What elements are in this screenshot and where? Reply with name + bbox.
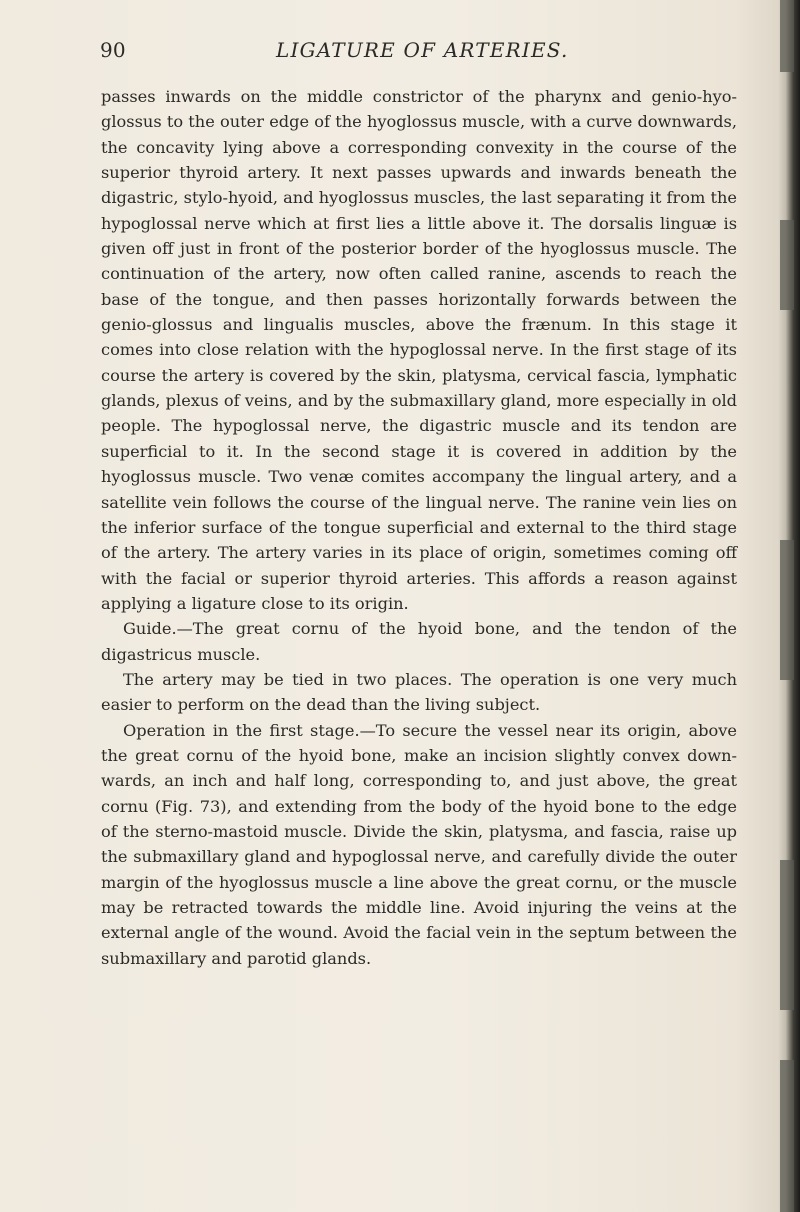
paragraph-tie-places: The artery may be tied in two places. The operation is one very much easier to perform on the dead than the living subject. [101,669,737,715]
page-edge-mark [780,860,794,1010]
body-text [101,84,737,971]
page-edge-mark [780,540,794,680]
paragraph-lingual-artery-course: passes inwards on the middle constrictor of the pharynx and genio-hyo-glossus to the outer edge of the hyoglossus muscle, with a curve downwards, the concavity lying above a corresponding convexity in the course of the superior thyroid artery. It next passes upwards and inwards beneath the digastric, stylo-hyoid, and hyoglossus muscles, the last separating it from the hypoglossal nerve which at first lies a little above it. The dorsalis linguæ is given off just in front of the posterior border of the hyoglossus muscle. The continuation of the artery, now often called ranine, ascends to reach the base of the tongue, and then passes horizontally forwards between the genio-glossus and lingualis muscles, above the frænum. In this stage it comes into close relation with the hypoglossal nerve. In the first stage of its course the artery is covered by the skin, platysma, cervical fascia, lymphatic glands, plexus of veins, and by the submaxillary gland, more especially in old people. The hypoglossal nerve, the digastric muscle and its tendon are superficial to it. In the second stage it is covered in addition by the hyoglossus muscle. Two venæ comites accompany the lingual artery, and a satellite vein follows the course of the lingual nerve. The ranine vein lies on the inferior surface of the tongue superficial and external to the third stage of the artery. The artery varies in its place of origin, sometimes coming off with the facial or superior thyroid arteries. This affords a reason against applying a ligature close to its origin. [101,87,737,613]
page-edge-mark [780,1060,794,1212]
page-number: 90 [100,38,126,62]
paragraph-guide: Guide.—The great cornu of the hyoid bone, and the tendon of the digastricus muscle. [101,619,737,664]
running-head: LIGATURE OF ARTERIES. [276,38,569,62]
paragraph-operation-first-stage: Operation in the first stage.—To secure the vessel near its origin, above the great cornu of the hyoid bone, make an incision slightly convex down-wards, an inch and half long, corresponding to, and just above, the great cornu (Fig. 73), and extending from the body of the hyoid bone to the edge of the sterno-mastoid muscle. Divide the skin, platysma, and fascia, raise up the submaxillary gland and hypoglossal nerve, and carefully divide the outer margin of the hyoglossus muscle a line above the great cornu, or the muscle may be retracted towards the middle line. Avoid injuring the veins at the external angle of the wound. Avoid the facial vein in the septum between the submaxillary and parotid glands. [101,720,737,968]
page-header [100,38,740,68]
page-edge-mark [780,0,794,72]
page-edge-mark [780,220,794,310]
